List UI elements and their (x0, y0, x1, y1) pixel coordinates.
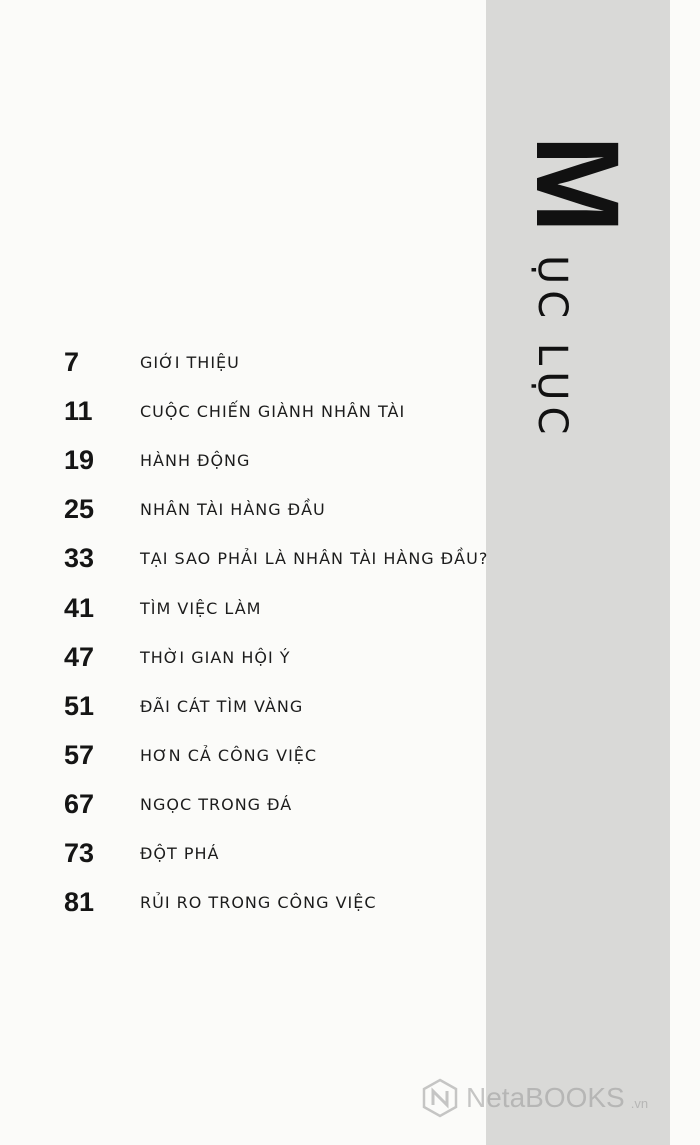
toc-chapter-title: ĐÃI CÁT TÌM VÀNG (140, 696, 304, 716)
toc-row (64, 682, 504, 731)
toc-row (64, 338, 504, 387)
toc-page-number: 25 (64, 494, 95, 525)
toc-page-number: 57 (64, 739, 95, 770)
heading-initial: M (511, 135, 643, 234)
toc-row (64, 387, 504, 436)
toc-chapter-title: HƠN CẢ CÔNG VIỆC (140, 745, 318, 765)
toc-chapter-title: TẠI SAO PHẢI LÀ NHÂN TÀI HÀNG ĐẦU? (140, 549, 489, 569)
toc-page-number: 47 (64, 641, 95, 672)
toc-page-number: 73 (64, 837, 95, 868)
toc-chapter-title: NGỌC TRONG ĐÁ (140, 794, 293, 814)
toc-row (64, 485, 504, 534)
toc-row (64, 633, 504, 682)
toc-chapter-title: TÌM VIỆC LÀM (140, 598, 262, 618)
toc-page-number: 19 (64, 445, 95, 476)
toc-chapter-title: HÀNH ĐỘNG (140, 451, 251, 471)
toc-chapter-title: RỦI RO TRONG CÔNG VIỆC (140, 893, 377, 913)
toc-page-number: 33 (64, 543, 95, 574)
toc-row (64, 534, 504, 583)
toc-row (64, 731, 504, 780)
heading-rest: ỤC LỤC (529, 255, 575, 441)
toc-chapter-title: CUỘC CHIẾN GIÀNH NHÂN TÀI (140, 402, 406, 422)
toc-page-number: 67 (64, 788, 95, 819)
toc-page-number: 7 (64, 347, 80, 378)
watermark-brand: NetaBOOKS (466, 1082, 625, 1113)
netabooks-logo-icon (420, 1078, 460, 1118)
watermark-tld: .vn (630, 1095, 649, 1111)
toc-row (64, 583, 504, 632)
toc-row (64, 780, 504, 829)
toc-chapter-title: THỜI GIAN HỘI Ý (140, 647, 291, 667)
toc-row (64, 878, 504, 927)
toc-chapter-title: GIỚI THIỆU (140, 353, 240, 373)
toc-heading (511, 135, 643, 495)
toc-chapter-title: ĐỘT PHÁ (140, 843, 220, 863)
watermark (420, 1078, 648, 1118)
toc-page-number: 51 (64, 690, 95, 721)
toc-row (64, 829, 504, 878)
toc-page-number: 11 (64, 396, 93, 427)
toc-row (64, 436, 504, 485)
toc-list (64, 338, 504, 927)
toc-page-number: 41 (64, 592, 95, 623)
toc-page-number: 81 (64, 887, 95, 918)
toc-chapter-title: NHÂN TÀI HÀNG ĐẦU (140, 500, 326, 520)
